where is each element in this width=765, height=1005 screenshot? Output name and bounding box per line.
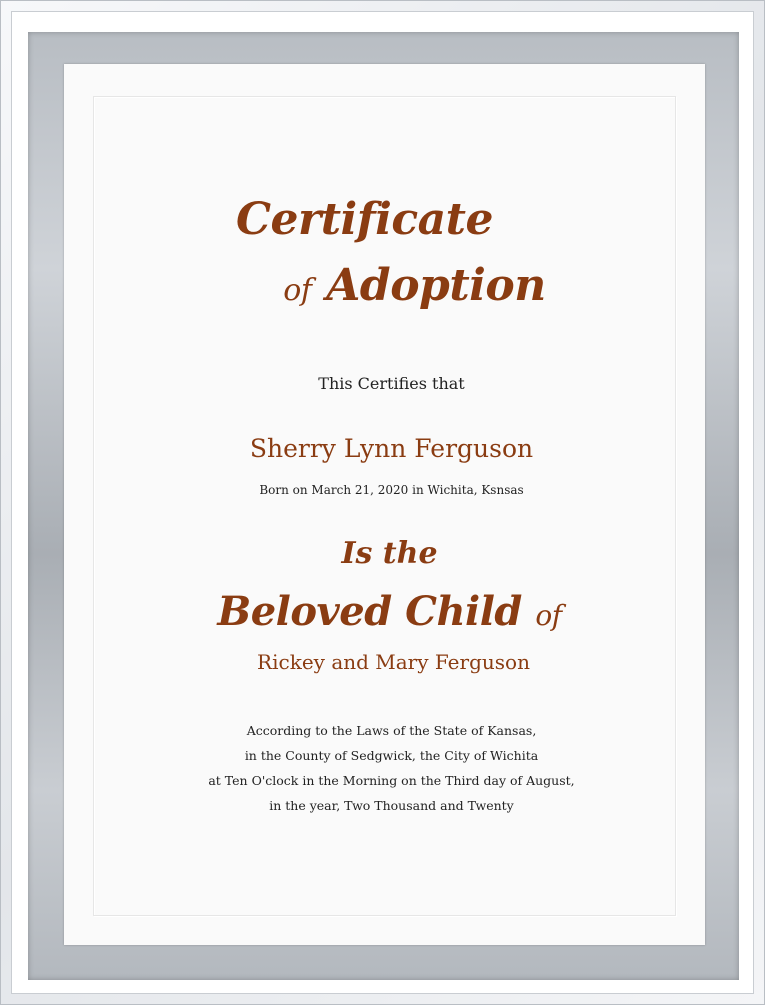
birth-details: Born on March 21, 2020 in Wichita, Ksnsas xyxy=(259,483,524,497)
title-adoption-line xyxy=(64,260,705,311)
beloved-child-heading xyxy=(64,588,705,635)
title-certificate: Certificate xyxy=(236,194,493,245)
legal-line: in the year, Two Thousand and Twenty xyxy=(269,798,514,813)
is-the-heading: Is the xyxy=(341,536,438,571)
certificate-content xyxy=(64,64,705,945)
legal-statement xyxy=(64,718,705,818)
legal-line: in the County of Sedgwick, the City of Wichita xyxy=(244,748,539,763)
parents-names: Rickey and Mary Ferguson xyxy=(257,650,530,674)
title-adoption: Adoption xyxy=(326,260,546,311)
legal-line: According to the Laws of the State of Kansas, xyxy=(246,723,537,738)
certifies-text: This Certifies that xyxy=(318,374,465,393)
legal-line: at Ten O'clock in the Morning on the Third day of August, xyxy=(208,773,575,788)
child-name: Sherry Lynn Ferguson xyxy=(249,434,534,463)
beloved-of: of xyxy=(535,599,562,632)
title-of: of xyxy=(283,273,312,308)
beloved-child-text: Beloved Child xyxy=(217,588,522,635)
